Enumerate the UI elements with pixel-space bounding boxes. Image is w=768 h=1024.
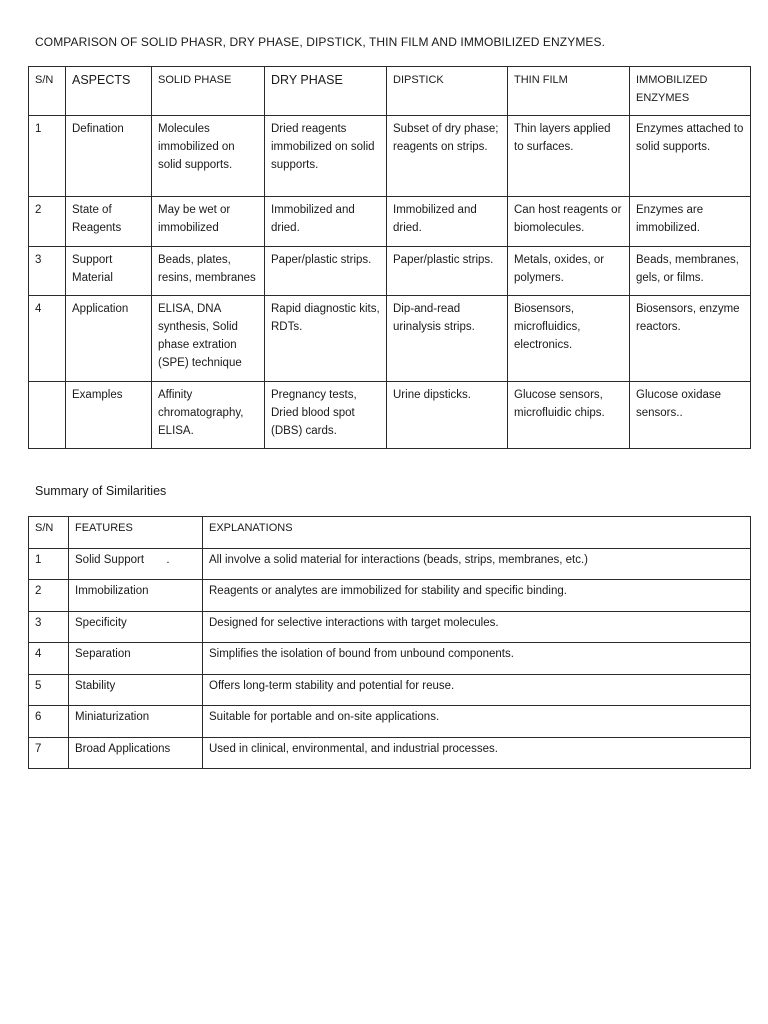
table-cell: 2 [29,197,66,247]
table-cell: Broad Applications [69,738,203,769]
summary-table [28,516,751,769]
header-cell-aspects: ASPECTS [66,67,152,116]
table-cell [29,382,66,449]
table-cell: ELISA, DNA synthesis, Solid phase extration (SPE) technique [152,296,265,382]
header-cell-immobilized-enzymes: IMMOBILIZED ENZYMES [630,67,751,116]
table-cell: Used in clinical, environmental, and industrial processes. [203,738,751,769]
table-cell: Affinity chromatography, ELISA. [152,382,265,449]
table-cell: 1 [29,116,66,197]
table-cell: Designed for selective interactions with target molecules. [203,612,751,643]
summary-row [29,675,751,706]
summary-row [29,580,751,612]
table-cell: Specificity [69,612,203,643]
table-cell: 7 [29,738,69,769]
table-cell: 1 [29,549,69,580]
summary-row [29,549,751,580]
table-cell: Enzymes attached to solid supports. [630,116,751,197]
table-cell: Thin layers applied to surfaces. [508,116,630,197]
comparison-table [28,66,751,449]
table-cell: Rapid diagnostic kits, RDTs. [265,296,387,382]
table-cell: Dip-and-read urinalysis strips. [387,296,508,382]
table-cell: Urine dipsticks. [387,382,508,449]
table-header-row [29,67,751,116]
summary-header-row [29,517,751,549]
summary-row [29,612,751,643]
header-cell-sn: S/N [29,517,69,549]
table-cell: Examples [66,382,152,449]
table-cell: Support Material [66,247,152,296]
table-cell: 3 [29,612,69,643]
table-cell: Immobilized and dried. [265,197,387,247]
table-cell: Can host reagents or biomolecules. [508,197,630,247]
table-cell: Offers long-term stability and potential for reuse. [203,675,751,706]
table-cell: 4 [29,296,66,382]
header-cell-features: FEATURES [69,517,203,549]
table-cell: Dried reagents immobilized on solid supports. [265,116,387,197]
table-cell: Reagents or analytes are immobilized for stability and specific binding. [203,580,751,612]
table-cell: 5 [29,675,69,706]
summary-row [29,738,751,769]
table-cell: 4 [29,643,69,675]
table-row [29,247,751,296]
table-cell: Solid Support . [69,549,203,580]
table-cell: Miniaturization [69,706,203,738]
table-cell: All involve a solid material for interactions (beads, strips, membranes, etc.) [203,549,751,580]
header-cell-dry-phase: DRY PHASE [265,67,387,116]
table-cell: Immobilization [69,580,203,612]
header-cell-explanations: EXPLANATIONS [203,517,751,549]
table-cell: 3 [29,247,66,296]
table-cell: Beads, plates, resins, membranes [152,247,265,296]
table-cell: Pregnancy tests, Dried blood spot (DBS) cards. [265,382,387,449]
table-cell: Biosensors, enzyme reactors. [630,296,751,382]
table-cell: Glucose sensors, microfluidic chips. [508,382,630,449]
table-cell: Stability [69,675,203,706]
table-row [29,116,751,197]
header-cell-dipstick: DIPSTICK [387,67,508,116]
summary-row [29,643,751,675]
table-cell: Metals, oxides, or polymers. [508,247,630,296]
table-cell: Biosensors, microfluidics, electronics. [508,296,630,382]
table-cell: Defination [66,116,152,197]
table-cell: Molecules immobilized on solid supports. [152,116,265,197]
summary-row [29,706,751,738]
summary-title: Summary of Similarities [35,484,167,498]
header-cell-sn: S/N [29,67,66,116]
page-title: COMPARISON OF SOLID PHASR, DRY PHASE, DIPSTICK, THIN FILM AND IMMOBILIZED ENZYMES. [35,35,606,49]
table-cell: 2 [29,580,69,612]
table-row [29,296,751,382]
table-cell: Paper/plastic strips. [387,247,508,296]
table-row [29,197,751,247]
table-cell: State of Reagents [66,197,152,247]
table-cell: Paper/plastic strips. [265,247,387,296]
header-cell-thin-film: THIN FILM [508,67,630,116]
table-cell: Simplifies the isolation of bound from unbound components. [203,643,751,675]
table-row [29,382,751,449]
table-cell: Beads, membranes, gels, or films. [630,247,751,296]
table-cell: Separation [69,643,203,675]
table-cell: Enzymes are immobilized. [630,197,751,247]
table-cell: May be wet or immobilized [152,197,265,247]
header-cell-solid-phase: SOLID PHASE [152,67,265,116]
table-cell: Immobilized and dried. [387,197,508,247]
table-cell: Glucose oxidase sensors.. [630,382,751,449]
table-cell: Application [66,296,152,382]
table-cell: Suitable for portable and on-site applications. [203,706,751,738]
table-cell: 6 [29,706,69,738]
table-cell: Subset of dry phase; reagents on strips. [387,116,508,197]
